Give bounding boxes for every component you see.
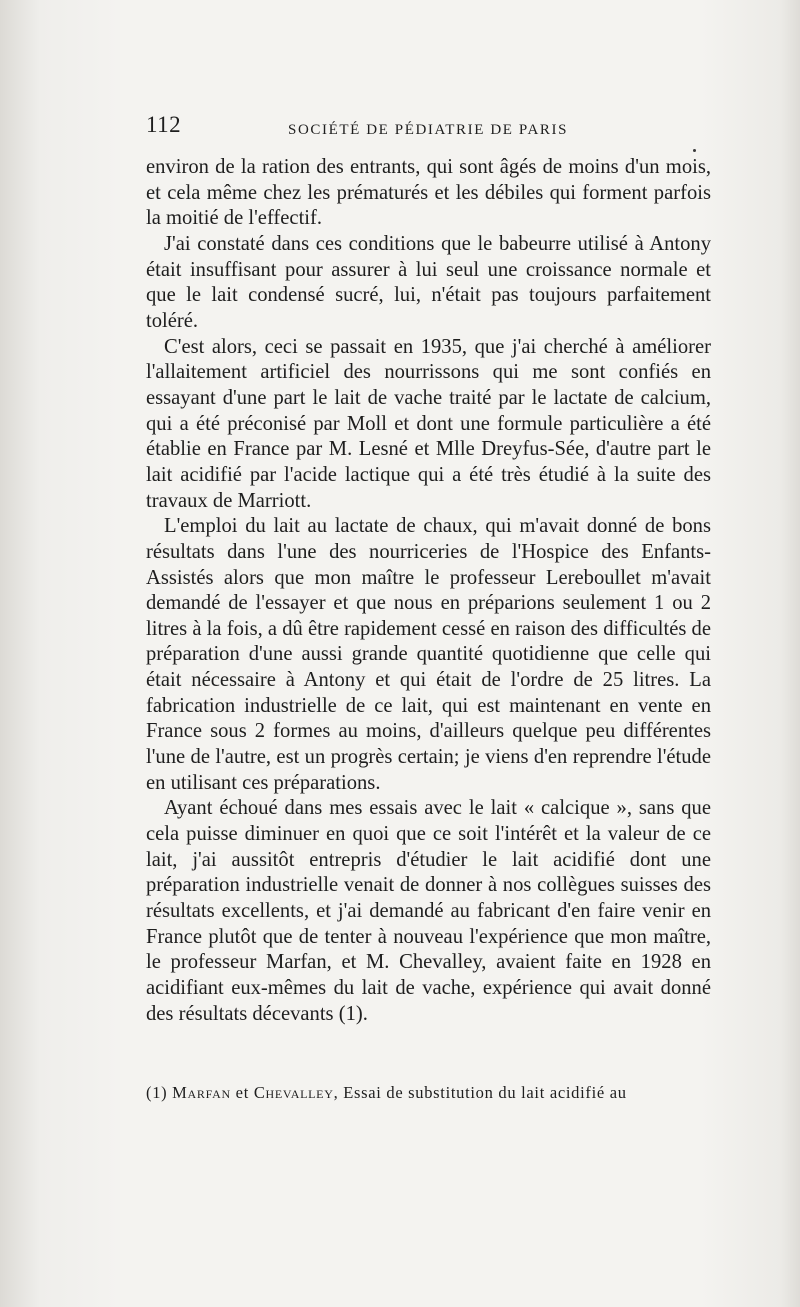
body-text	[146, 155, 711, 1027]
footnote-marker: (1)	[146, 1083, 168, 1102]
footnote-connector: et	[235, 1083, 249, 1102]
running-head: SOCIÉTÉ DE PÉDIATRIE DE PARIS	[288, 122, 569, 138]
footnote-author-1: Marfan	[172, 1083, 231, 1102]
footnote	[146, 1082, 711, 1104]
page-header	[146, 112, 706, 148]
footnote-text: , Essai de substitution du lait acidifié au	[333, 1083, 627, 1102]
paragraph-4: L'emploi du lait au lactate de chaux, qui m'avait donné de bons résultats dans l'une des nourriceries de l'Hospice des Enfants-Assistés alors que mon maître le professeur Lereboullet m'avait demandé de l'essayer et que nous en préparions seulement 1 ou 2 litres à la fois, a dû être rapidement cessé en raison des difficultés de préparation d'une aussi grande quantité quotidienne que celle qui était nécessaire à Antony et qui était de l'ordre de 25 litres. La fabrication industrielle de ce lait, qui est maintenant en vente en France sous 2 formes au moins, d'ailleurs quelque peu différentes l'une de l'autre, est un progrès certain; je viens d'en reprendre l'étude en utilisant ces préparations.	[146, 515, 711, 794]
ink-speck	[693, 149, 696, 152]
paragraph-5: Ayant échoué dans mes essais avec le lait « calcique », sans que cela puisse diminuer en quoi que ce soit l'intérêt et la valeur de ce lait, j'ai aussitôt entrepris d'étudier le lait acidifié dont une préparation industrielle venait de donner à nos collègues suisses des résultats excellents, et j'ai demandé au fabricant d'en faire venir en France plutôt que de tenter à nouveau l'expérience que mon maître, le professeur Marfan, et M. Chevalley, avaient faite en 1928 en acidifiant eux-mêmes du lait de vache, expérience qui avait donné des résultats décevants (1).	[146, 797, 711, 1025]
paragraph-3: C'est alors, ceci se passait en 1935, que j'ai cherché à améliorer l'allaitement artificiel des nourrissons qui me sont confiés en essayant d'une part le lait de vache traité par le lactate de calcium, qui a été préconisé par Moll et dont une formule particulière a été établie en France par M. Lesné et Mlle Dreyfus-Sée, d'autre part le lait acidifié par l'acide lactique qui a été très étudié à la suite des travaux de Marriott.	[146, 335, 711, 512]
footnote-author-2: Chevalley	[253, 1083, 334, 1102]
page-number: 112	[146, 112, 182, 137]
paragraph-1: environ de la ration des entrants, qui sont âgés de moins d'un mois, et cela même chez les prématurés et les débiles qui forment parfois la moitié de l'effectif.	[146, 156, 711, 230]
paragraph-2: J'ai constaté dans ces conditions que le babeurre utilisé à Antony était insuffisant pour assurer à lui seul une croissance normale et que le lait condensé sucré, lui, n'était pas toujours parfaitement toléré.	[146, 232, 711, 332]
